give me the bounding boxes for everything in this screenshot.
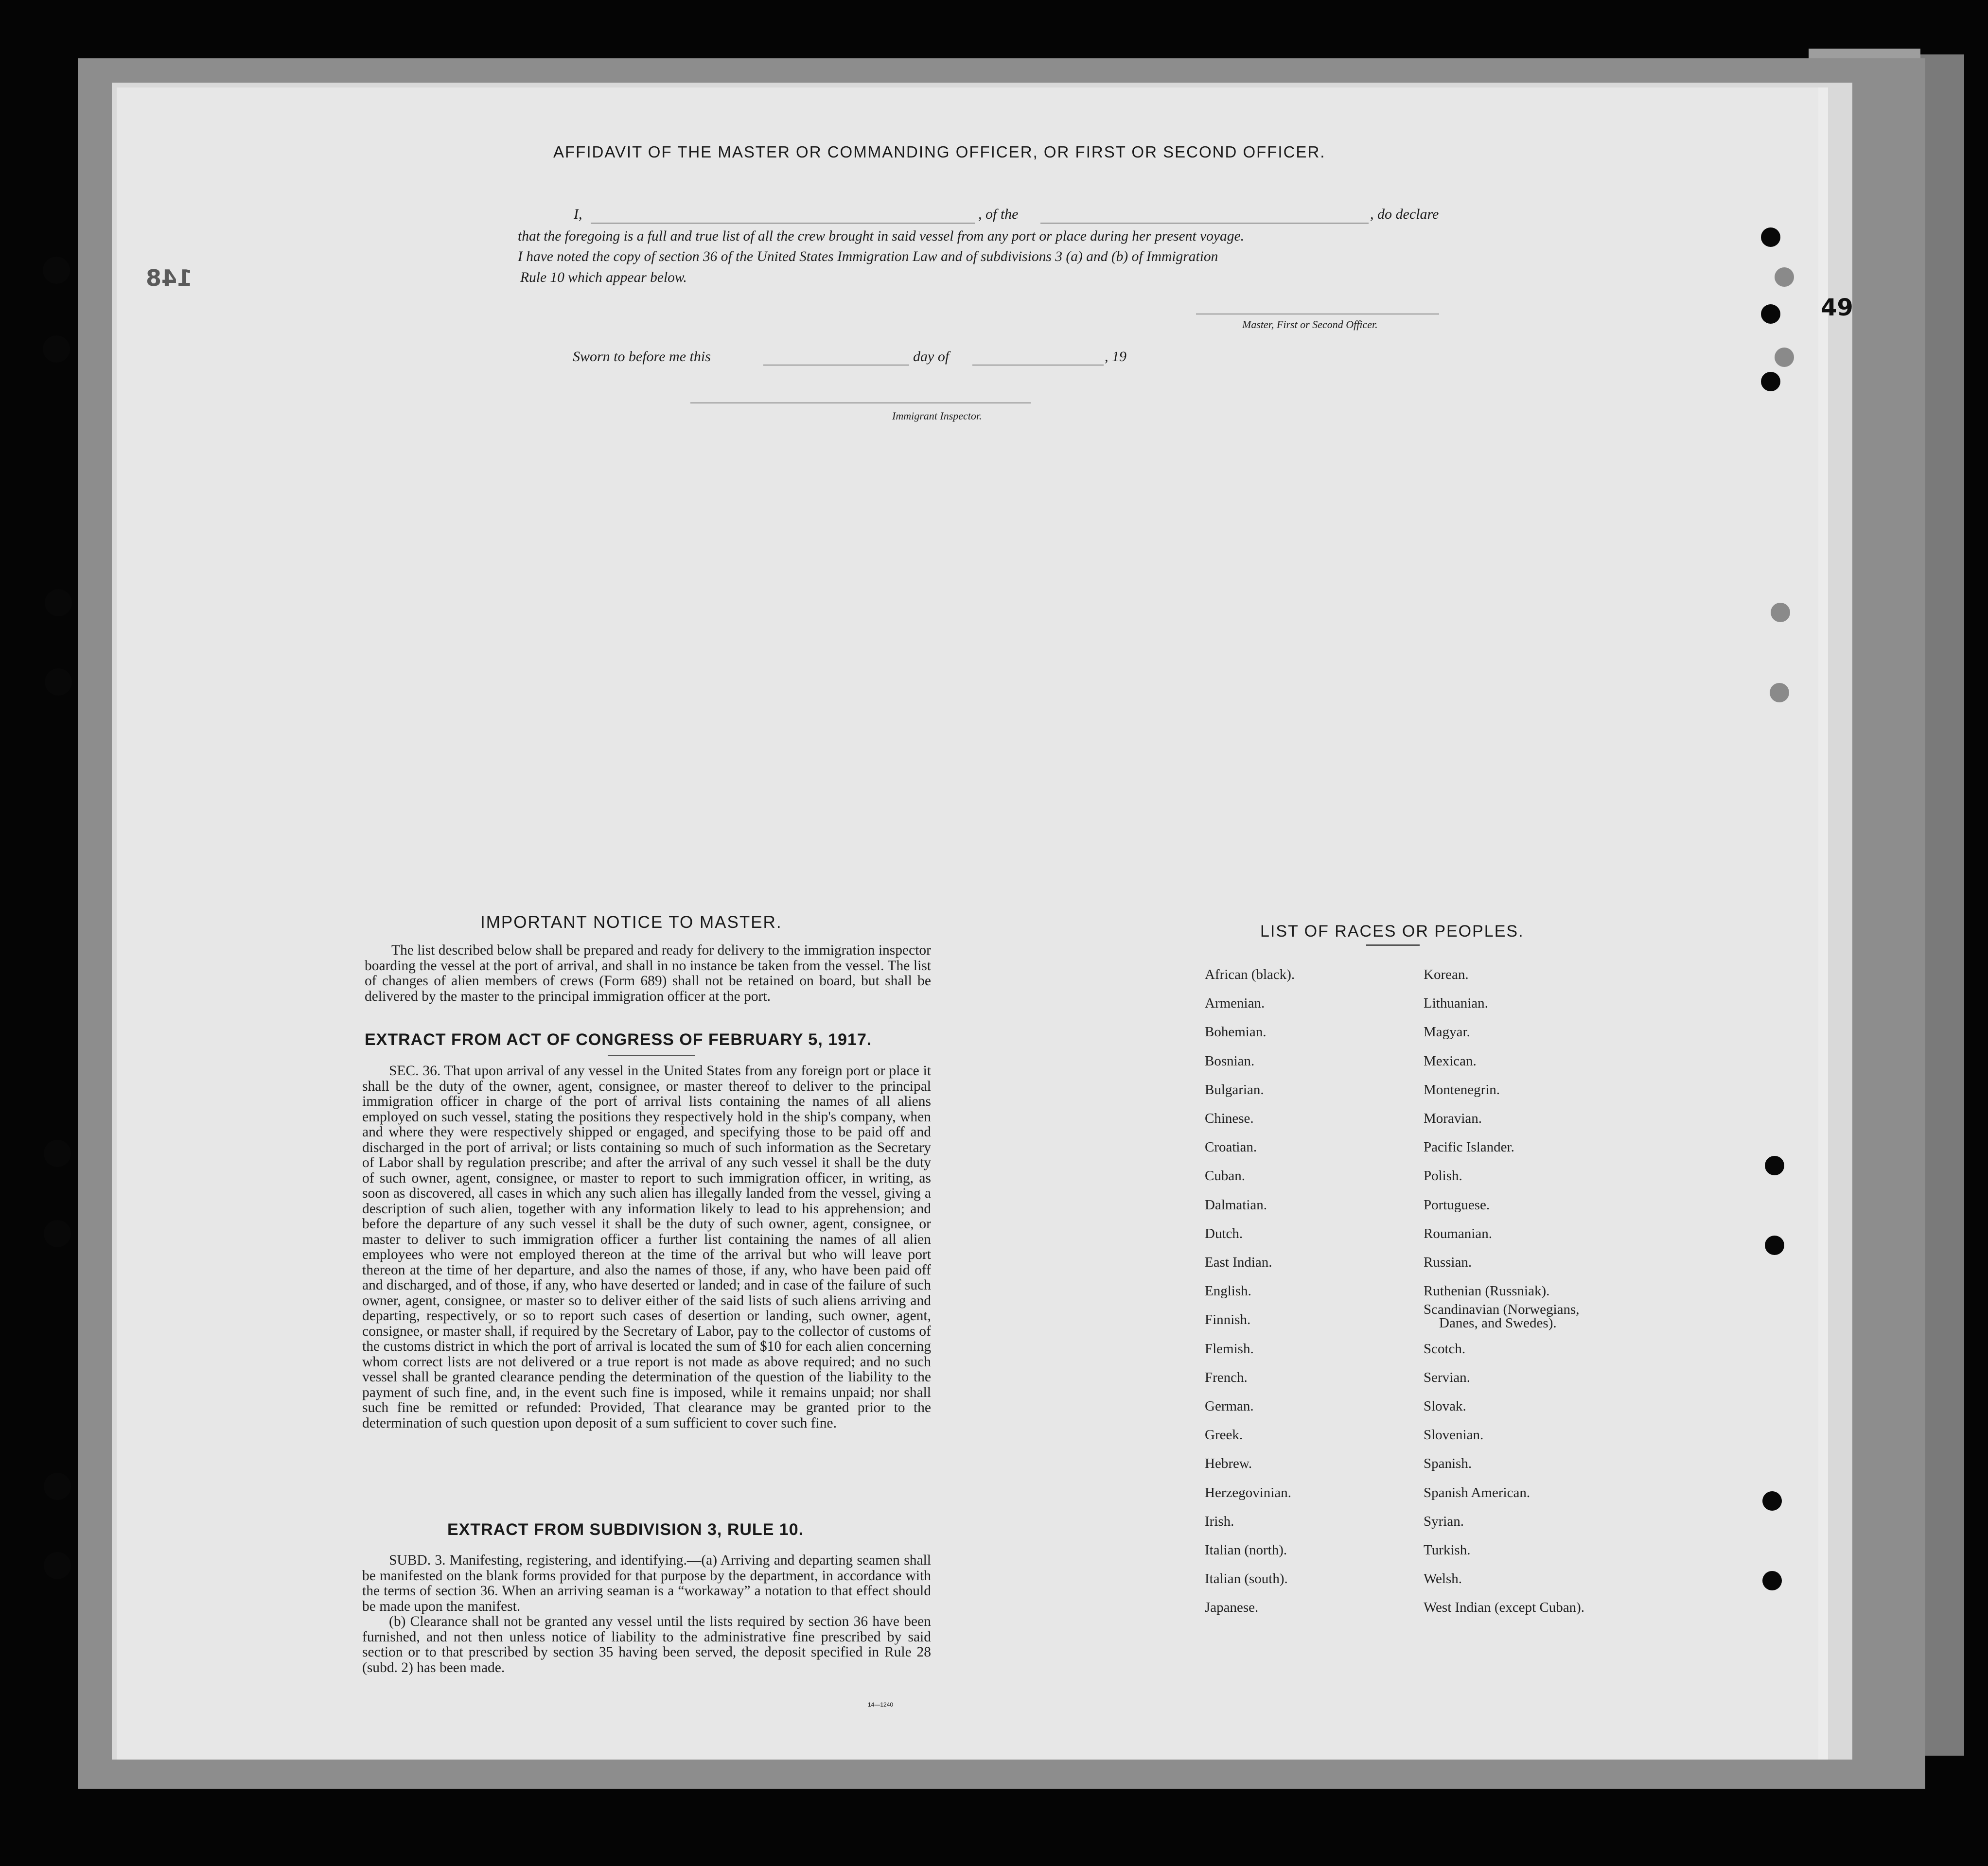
rule-subd-a: SUBD. 3. Manifesting, registering, and identifying.—(a) Arriving and departing seamen shall be manifested on the blank forms provided for that purpose by the department, in accordance with the terms of section 36. When an arriving seaman is a “workaway” a notation to that effect should be made upon the manifest. <box>362 1552 931 1614</box>
page-label-left: 148 <box>146 265 193 291</box>
rule-subd-b: (b) Clearance shall not be granted any vessel until the lists required by section 36 have been furnished, and not then unless notice of liability to the administrative fine prescribed by said section or to that prescribed by section 35 having been served, the deposit specified in Rule 28 (subd. 2) has been made. <box>362 1614 931 1675</box>
races-title: LIST OF RACES OR PEOPLES. <box>1260 922 1524 941</box>
race-left-item: Bohemian. <box>1205 1024 1267 1040</box>
punch-hole <box>1765 1236 1784 1255</box>
race-right-item: Pacific Islander. <box>1424 1139 1514 1155</box>
race-left-item: Greek. <box>1205 1427 1243 1443</box>
race-right-item: Spanish. <box>1424 1456 1472 1472</box>
race-left-item: Herzegovinian. <box>1205 1484 1291 1500</box>
sworn-month-blank <box>972 365 1104 366</box>
race-left-item: Hebrew. <box>1205 1456 1252 1472</box>
race-right-item: Polish. <box>1424 1168 1462 1184</box>
punch-hole <box>1770 683 1789 702</box>
race-left-item: Flemish. <box>1205 1341 1254 1357</box>
notice-paragraph: The list described below shall be prepared and ready for delivery to the immigration inspector boarding the vessel at the port of arrival, and shall in no instance be taken from the vessel. The list of changes of alien members of crews (Form 689) shall not be retained on board, but shall be delivered by the master to the principal immigration officer at the port. <box>365 942 931 1004</box>
affidavit-of-the: , of the <box>978 206 1019 222</box>
race-right-item: Scandinavian (Norwegians, <box>1424 1302 1580 1318</box>
race-right-item: Scotch. <box>1424 1341 1466 1357</box>
vessel-blank <box>1040 223 1369 224</box>
race-left-item: African (black). <box>1205 967 1295 982</box>
race-left-item: Dutch. <box>1205 1225 1243 1241</box>
race-left-item: German. <box>1205 1398 1254 1414</box>
page-label-right: 49 <box>1821 294 1853 321</box>
day-of-text: day of <box>913 349 950 365</box>
punch-hole <box>1761 227 1780 247</box>
punch-hole <box>1761 372 1780 391</box>
race-left-item: Finnish. <box>1205 1312 1251 1328</box>
notice-text <box>365 943 931 1004</box>
affidavit-line-3: I have noted the copy of section 36 of the United States Immigration Law and of subdivisions 3 (a) and (b) of Immigration <box>518 249 1218 264</box>
punch-hole <box>45 668 72 696</box>
race-right-item: Servian. <box>1424 1369 1470 1385</box>
affidavit-line-2: that the foregoing is a full and true list of all the crew brought in said vessel from any port or place during her present voyage. <box>518 228 1244 244</box>
race-left-item: Bulgarian. <box>1205 1081 1264 1098</box>
race-left-item: English. <box>1205 1283 1251 1299</box>
affidavit-line-4: Rule 10 which appear below. <box>520 270 687 285</box>
race-right-item: Danes, and Swedes). <box>1439 1315 1557 1331</box>
inspector-signature-blank <box>690 402 1031 403</box>
punch-hole <box>43 257 70 284</box>
race-left-item: Chinese. <box>1205 1111 1254 1126</box>
race-left-item: Armenian. <box>1205 995 1265 1011</box>
punch-hole <box>1762 1491 1782 1511</box>
master-signature-label: Master, First or Second Officer. <box>1242 318 1378 331</box>
race-right-item: Welsh. <box>1424 1571 1462 1587</box>
notice-title: IMPORTANT NOTICE TO MASTER. <box>480 913 782 932</box>
race-right-item: Russian. <box>1424 1255 1472 1270</box>
punch-hole <box>1761 304 1780 324</box>
act-divider <box>608 1055 695 1056</box>
race-right-item: West Indian (except Cuban). <box>1424 1600 1585 1616</box>
race-left-item: Irish. <box>1205 1513 1234 1529</box>
race-right-item: Turkish. <box>1424 1542 1471 1558</box>
rule-text <box>362 1553 931 1675</box>
race-right-item: Slovenian. <box>1424 1427 1484 1443</box>
punch-hole <box>1775 267 1794 287</box>
race-right-item: Korean. <box>1424 967 1469 982</box>
punch-hole <box>1771 603 1790 622</box>
race-right-item: Moravian. <box>1424 1111 1482 1126</box>
affidavit-do-declare: , do declare <box>1370 206 1439 222</box>
sworn-day-blank <box>763 365 909 366</box>
race-left-item: Italian (south). <box>1205 1571 1288 1587</box>
punch-hole <box>1762 1571 1782 1590</box>
act-paragraph: SEC. 36. That upon arrival of any vessel in the United States from any foreign port or place it shall be the duty of the owner, agent, consignee, or master thereof to deliver to the principal immigration officer in charge of the port of arrival lists containing the names of all aliens employed on such vessel, stating the positions they respectively hold in the ship's company, when and where they were respectively shipped or engaged, and specifying those to be paid off and discharged in the port of arrival; or lists containing so much of such information as the Secretary of Labor shall by regulation prescribe; and after the arrival of any such vessel it shall be the duty of such owner, agent, consignee, or master to report to such immigration officer, in writing, as soon as discovered, all cases in which any such alien has illegally landed from the vessel, giving a description of such alien, together with any information likely to lead to his apprehension; and before the departure of any such vessel it shall be the duty of such owner, agent, consignee, or master to deliver to such immigration officer a further list containing the names of all alien employees who were not employed thereon at the time of the arrival but who will leave port thereon at the time of her departure, and also the names of those, if any, who have been paid off and discharged, and of those, if any, who have deserted or landed; and in case of the failure of such owner, agent, consignee, or master so to deliver either of the said lists of such aliens arriving and departing, respectively, or so to report such cases of desertion or landing, such owner, agent, consignee, or master shall, if required by the Secretary of Labor, pay to the collector of customs of the customs district in which the port of arrival is located the sum of $10 for each alien concerning whom correct lists are not delivered or a true report is not made as above required; and no such vessel shall be granted clearance pending the determination of the question of the liability to the payment of such fine, and, in the event such fine is imposed, while it remains unpaid; nor shall such fine be remitted or refunded: Provided, That clearance may be granted prior to the determination of such question upon deposit of a sum sufficient to cover such fine. <box>362 1063 931 1431</box>
race-right-item: Ruthenian (Russniak). <box>1424 1283 1550 1299</box>
punch-hole <box>44 1140 71 1167</box>
race-left-item: Japanese. <box>1205 1600 1259 1616</box>
race-right-item: Roumanian. <box>1424 1225 1492 1241</box>
punch-hole <box>44 1552 71 1579</box>
punch-hole <box>45 589 72 616</box>
race-right-item: Portuguese. <box>1424 1197 1490 1213</box>
race-left-item: Croatian. <box>1205 1139 1257 1155</box>
inspector-label: Immigrant Inspector. <box>892 410 982 422</box>
punch-hole <box>1765 1156 1784 1175</box>
punch-hole <box>43 335 70 363</box>
punch-hole <box>1775 348 1794 367</box>
race-left-item: Dalmatian. <box>1205 1197 1267 1213</box>
race-left-item: French. <box>1205 1369 1248 1385</box>
name-blank <box>591 223 975 224</box>
race-left-item: East Indian. <box>1205 1255 1272 1270</box>
race-right-item: Montenegrin. <box>1424 1081 1500 1098</box>
race-right-item: Slovak. <box>1424 1398 1466 1414</box>
sworn-text: Sworn to before me this <box>573 349 711 365</box>
act-text <box>362 1064 931 1431</box>
race-left-item: Cuban. <box>1205 1168 1245 1184</box>
race-right-item: Syrian. <box>1424 1513 1464 1529</box>
race-right-item: Magyar. <box>1424 1024 1470 1040</box>
main-page <box>117 87 1818 1760</box>
affidavit-i: I, <box>574 206 582 222</box>
race-right-item: Spanish American. <box>1424 1484 1531 1500</box>
race-left-item: Bosnian. <box>1205 1053 1255 1069</box>
race-left-item: Italian (north). <box>1205 1542 1287 1558</box>
year-text: , 19 <box>1105 349 1126 365</box>
affidavit-title: AFFIDAVIT OF THE MASTER OR COMMANDING OFFICER, OR FIRST OR SECOND OFFICER. <box>553 143 1326 161</box>
race-right-item: Mexican. <box>1424 1053 1477 1069</box>
race-right-item: Lithuanian. <box>1424 995 1488 1011</box>
form-number: 14—1240 <box>868 1701 894 1708</box>
races-divider <box>1366 944 1420 946</box>
punch-hole <box>44 1220 71 1247</box>
act-title: EXTRACT FROM ACT OF CONGRESS OF FEBRUARY 5, 1917. <box>365 1030 872 1049</box>
punch-hole <box>44 1473 71 1500</box>
rule-title: EXTRACT FROM SUBDIVISION 3, RULE 10. <box>447 1520 804 1539</box>
